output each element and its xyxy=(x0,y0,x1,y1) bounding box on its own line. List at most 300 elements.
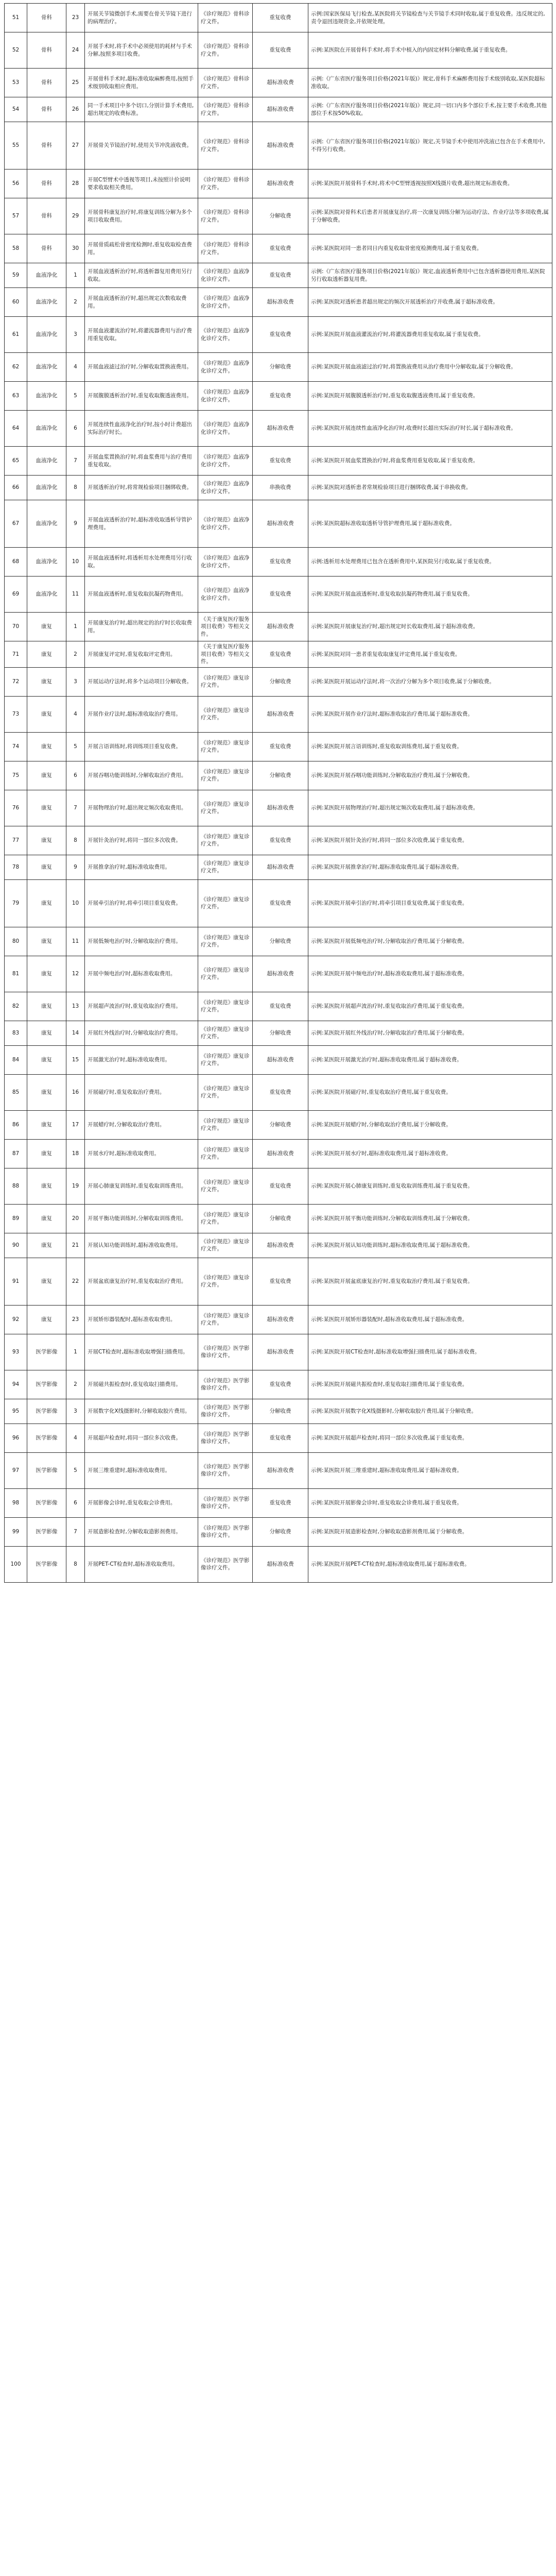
row-number-cell: 88 xyxy=(5,1168,27,1204)
row-number-cell: 97 xyxy=(5,1452,27,1488)
example-detail-cell: 示例:某医院开展磁疗时,重复收取治疗费用,属于重复收费。 xyxy=(308,1074,552,1110)
row-number-cell: 76 xyxy=(5,790,27,826)
category-cell: 血液净化 xyxy=(27,447,66,476)
basis-cell: 《诊疗规范》血液净化诊疗文件。 xyxy=(198,353,253,382)
category-cell: 血液净化 xyxy=(27,288,66,317)
violation-content-cell: 开展血液滤过治疗时,分解收取置换液费用。 xyxy=(85,353,198,382)
row-number-cell: 80 xyxy=(5,927,27,956)
basis-cell: 《诊疗规范》血液净化诊疗文件。 xyxy=(198,317,253,353)
sub-number-cell: 28 xyxy=(66,170,85,198)
violation-content-cell: 开展血液透析时,将透析用水处理费用另行收取。 xyxy=(85,548,198,577)
charge-type-cell: 超标准收费 xyxy=(253,1334,308,1370)
row-number-cell: 77 xyxy=(5,826,27,855)
example-detail-cell: 示例:某医院开展血液滤过治疗时,将置换液费用从治疗费用中分解收取,属于分解收费。 xyxy=(308,353,552,382)
category-cell: 血液净化 xyxy=(27,353,66,382)
table-row xyxy=(5,1370,552,1399)
example-detail-cell: 示例:某医院开展康复治疗时,超出规定时长收取费用,属于超标准收费。 xyxy=(308,613,552,641)
row-number-cell: 56 xyxy=(5,170,27,198)
charge-type-cell: 超标准收费 xyxy=(253,1305,308,1334)
category-cell: 康复 xyxy=(27,1233,66,1258)
charge-type-cell: 重复收费 xyxy=(253,317,308,353)
charge-type-cell: 超标准收费 xyxy=(253,1233,308,1258)
charge-type-cell: 重复收费 xyxy=(253,32,308,69)
charge-type-cell: 超标准收费 xyxy=(253,855,308,879)
sub-number-cell: 9 xyxy=(66,855,85,879)
example-detail-cell: 示例:某医院开展超声波治疗时,重复收取治疗费用,属于重复收费。 xyxy=(308,992,552,1021)
basis-cell: 《诊疗规范》康复诊疗文件。 xyxy=(198,826,253,855)
violation-content-cell: 开展蜡疗时,分解收取治疗费用。 xyxy=(85,1110,198,1139)
table-row xyxy=(5,1110,552,1139)
violation-content-cell: 开展关节镜微创手术,需要在骨关节镜下进行的病理治疗。 xyxy=(85,4,198,32)
sub-number-cell: 25 xyxy=(66,69,85,97)
charge-type-cell: 分解收费 xyxy=(253,353,308,382)
basis-cell: 《诊疗规范》骨科诊疗文件。 xyxy=(198,69,253,97)
sub-number-cell: 17 xyxy=(66,1110,85,1139)
charge-type-cell: 重复收费 xyxy=(253,1074,308,1110)
category-cell: 医学影像 xyxy=(27,1370,66,1399)
violation-content-cell: 开展牵引治疗时,将牵引项目重复收费。 xyxy=(85,879,198,927)
row-number-cell: 65 xyxy=(5,447,27,476)
example-detail-cell: 示例:某医院开展吞咽功能训练时,分解收取治疗费用,属于分解收费。 xyxy=(308,761,552,790)
basis-cell: 《诊疗规范》康复诊疗文件。 xyxy=(198,992,253,1021)
violation-content-cell: 开展针灸治疗时,将同一部位多次收费。 xyxy=(85,826,198,855)
category-cell: 康复 xyxy=(27,956,66,992)
basis-cell: 《诊疗规范》骨科诊疗文件。 xyxy=(198,4,253,32)
violation-content-cell: 开展影像会诊时,重复收取会诊费用。 xyxy=(85,1488,198,1517)
basis-cell: 《诊疗规范》骨科诊疗文件。 xyxy=(198,97,253,122)
basis-cell: 《诊疗规范》康复诊疗文件。 xyxy=(198,1021,253,1045)
row-number-cell: 55 xyxy=(5,122,27,170)
charge-type-cell: 重复收费 xyxy=(253,382,308,411)
table-row xyxy=(5,1488,552,1517)
charge-type-cell: 分解收费 xyxy=(253,927,308,956)
violation-content-cell: 开展血液灌流治疗时,将灌流器费用与治疗费用重复收取。 xyxy=(85,317,198,353)
row-number-cell: 73 xyxy=(5,696,27,732)
category-cell: 血液净化 xyxy=(27,382,66,411)
basis-cell: 《诊疗规范》康复诊疗文件。 xyxy=(198,1305,253,1334)
charge-type-cell: 超标准收费 xyxy=(253,411,308,447)
violation-content-cell: 开展血液透析治疗时,将透析器复用费用另行收取。 xyxy=(85,263,198,288)
charge-type-cell: 重复收费 xyxy=(253,1423,308,1452)
basis-cell: 《关于康复医疗服务项目收费》等相关文件。 xyxy=(198,641,253,668)
violation-content-cell: 开展超声波治疗时,重复收取治疗费用。 xyxy=(85,992,198,1021)
category-cell: 医学影像 xyxy=(27,1452,66,1488)
basis-cell: 《诊疗规范》康复诊疗文件。 xyxy=(198,1168,253,1204)
charge-type-cell: 分解收费 xyxy=(253,761,308,790)
sub-number-cell: 5 xyxy=(66,1452,85,1488)
table-row xyxy=(5,577,552,613)
basis-cell: 《诊疗规范》康复诊疗文件。 xyxy=(198,1045,253,1074)
example-detail-cell: 示例:某医院开展数字化X线摄影时,分解收取胶片费用,属于分解收费。 xyxy=(308,1399,552,1423)
category-cell: 康复 xyxy=(27,1305,66,1334)
basis-cell: 《诊疗规范》康复诊疗文件。 xyxy=(198,879,253,927)
basis-cell: 《诊疗规范》康复诊疗文件。 xyxy=(198,956,253,992)
table-row xyxy=(5,198,552,234)
table-body xyxy=(5,4,552,1583)
table-row xyxy=(5,1334,552,1370)
example-detail-cell: 示例:某医院开展牵引治疗时,将牵引项目重复收费,属于重复收费。 xyxy=(308,879,552,927)
basis-cell: 《关于康复医疗服务项目收费》等相关文件。 xyxy=(198,613,253,641)
table-row xyxy=(5,353,552,382)
category-cell: 骨科 xyxy=(27,170,66,198)
row-number-cell: 92 xyxy=(5,1305,27,1334)
basis-cell: 《诊疗规范》骨科诊疗文件。 xyxy=(198,122,253,170)
sub-number-cell: 10 xyxy=(66,879,85,927)
table-row xyxy=(5,32,552,69)
charge-type-cell: 重复收费 xyxy=(253,548,308,577)
violation-content-cell: 开展认知功能训练时,超标准收取费用。 xyxy=(85,1233,198,1258)
row-number-cell: 84 xyxy=(5,1045,27,1074)
row-number-cell: 51 xyxy=(5,4,27,32)
sub-number-cell: 1 xyxy=(66,263,85,288)
row-number-cell: 70 xyxy=(5,613,27,641)
sub-number-cell: 7 xyxy=(66,1517,85,1546)
sub-number-cell: 8 xyxy=(66,826,85,855)
category-cell: 医学影像 xyxy=(27,1546,66,1582)
basis-cell: 《诊疗规范》血液净化诊疗文件。 xyxy=(198,500,253,548)
category-cell: 康复 xyxy=(27,1021,66,1045)
category-cell: 医学影像 xyxy=(27,1399,66,1423)
charge-type-cell: 分解收费 xyxy=(253,1204,308,1233)
charge-type-cell: 重复收费 xyxy=(253,234,308,263)
table-row xyxy=(5,1139,552,1168)
basis-cell: 《诊疗规范》康复诊疗文件。 xyxy=(198,927,253,956)
violation-content-cell: 开展血液透析治疗时,超出规定次数收取费用。 xyxy=(85,288,198,317)
charge-type-cell: 重复收费 xyxy=(253,992,308,1021)
basis-cell: 《诊疗规范》血液净化诊疗文件。 xyxy=(198,476,253,500)
table-row xyxy=(5,956,552,992)
category-cell: 医学影像 xyxy=(27,1488,66,1517)
basis-cell: 《诊疗规范》康复诊疗文件。 xyxy=(198,790,253,826)
sub-number-cell: 18 xyxy=(66,1139,85,1168)
charge-type-cell: 重复收费 xyxy=(253,879,308,927)
violation-content-cell: 开展C型臂术中透视等项目,未按照计价说明要求收取相关费用。 xyxy=(85,170,198,198)
table-row xyxy=(5,613,552,641)
violation-content-cell: 开展数字化X线摄影时,分解收取胶片费用。 xyxy=(85,1399,198,1423)
table-row xyxy=(5,4,552,32)
table-row xyxy=(5,122,552,170)
example-detail-cell: 示例:某医院对透析患者常规检验项目进行捆绑收费,属于串换收费。 xyxy=(308,476,552,500)
violation-content-cell: 开展PET-CT检查时,超标准收取费用。 xyxy=(85,1546,198,1582)
charge-type-cell: 超标准收费 xyxy=(253,1045,308,1074)
table-row xyxy=(5,667,552,696)
sub-number-cell: 9 xyxy=(66,500,85,548)
example-detail-cell: 示例:某医院开展三维重建时,超标准收取费用,属于超标准收费。 xyxy=(308,1452,552,1488)
row-number-cell: 98 xyxy=(5,1488,27,1517)
example-detail-cell: 示例:某医院开展血液透析时,重复收取抗凝药物费用,属于重复收费。 xyxy=(308,577,552,613)
row-number-cell: 99 xyxy=(5,1517,27,1546)
category-cell: 康复 xyxy=(27,641,66,668)
category-cell: 康复 xyxy=(27,992,66,1021)
category-cell: 医学影像 xyxy=(27,1517,66,1546)
sub-number-cell: 23 xyxy=(66,4,85,32)
basis-cell: 《诊疗规范》骨科诊疗文件。 xyxy=(198,32,253,69)
example-detail-cell: 示例:某医院开展运动疗法时,将一次治疗分解为多个项目收费,属于分解收费。 xyxy=(308,667,552,696)
table-row xyxy=(5,761,552,790)
basis-cell: 《诊疗规范》骨科诊疗文件。 xyxy=(198,198,253,234)
basis-cell: 《诊疗规范》康复诊疗文件。 xyxy=(198,696,253,732)
category-cell: 骨科 xyxy=(27,122,66,170)
example-detail-cell: 示例:某医院开展影像会诊时,重复收取会诊费用,属于重复收费。 xyxy=(308,1488,552,1517)
example-detail-cell: 示例:某医院开展超声检查时,将同一部位多次收费,属于重复收费。 xyxy=(308,1423,552,1452)
basis-cell: 《诊疗规范》医学影像诊疗文件。 xyxy=(198,1546,253,1582)
charge-type-cell: 超标准收费 xyxy=(253,613,308,641)
violation-content-cell: 开展三维重建时,超标准收取费用。 xyxy=(85,1452,198,1488)
row-number-cell: 91 xyxy=(5,1258,27,1305)
example-detail-cell: 示例:某医院开展连续性血液净化治疗时,收费时长超出实际治疗时长,属于超标准收费。 xyxy=(308,411,552,447)
category-cell: 血液净化 xyxy=(27,476,66,500)
example-detail-cell: 示例:某医院对同一患者同日内重复收取骨密度检测费用,属于重复收费。 xyxy=(308,234,552,263)
basis-cell: 《诊疗规范》医学影像诊疗文件。 xyxy=(198,1370,253,1399)
sub-number-cell: 3 xyxy=(66,1399,85,1423)
category-cell: 血液净化 xyxy=(27,411,66,447)
row-number-cell: 67 xyxy=(5,500,27,548)
row-number-cell: 79 xyxy=(5,879,27,927)
basis-cell: 《诊疗规范》医学影像诊疗文件。 xyxy=(198,1452,253,1488)
category-cell: 康复 xyxy=(27,927,66,956)
row-number-cell: 96 xyxy=(5,1423,27,1452)
basis-cell: 《诊疗规范》康复诊疗文件。 xyxy=(198,1139,253,1168)
basis-cell: 《诊疗规范》康复诊疗文件。 xyxy=(198,1258,253,1305)
basis-cell: 《诊疗规范》医学影像诊疗文件。 xyxy=(198,1423,253,1452)
table-row xyxy=(5,992,552,1021)
violation-content-cell: 开展造影检查时,分解收取造影剂费用。 xyxy=(85,1517,198,1546)
sub-number-cell: 4 xyxy=(66,1423,85,1452)
sub-number-cell: 29 xyxy=(66,198,85,234)
violation-content-cell: 开展磁疗时,重复收取治疗费用。 xyxy=(85,1074,198,1110)
charge-type-cell: 超标准收费 xyxy=(253,790,308,826)
charge-type-cell: 超标准收费 xyxy=(253,696,308,732)
example-detail-cell: 示例:某医院开展红外线治疗时,分解收取治疗费用,属于分解收费。 xyxy=(308,1021,552,1045)
violation-content-cell: 开展腹膜透析治疗时,重复收取腹透液费用。 xyxy=(85,382,198,411)
sub-number-cell: 7 xyxy=(66,790,85,826)
example-detail-cell: 示例:某医院开展血浆置换治疗时,将血浆费用重复收取,属于重复收费。 xyxy=(308,447,552,476)
charge-type-cell: 重复收费 xyxy=(253,1168,308,1204)
example-detail-cell: 示例:某医院开展磁共振检查时,重复收取扫描费用,属于重复收费。 xyxy=(308,1370,552,1399)
row-number-cell: 90 xyxy=(5,1233,27,1258)
example-detail-cell: 示例:某医院开展盆底康复治疗时,重复收取治疗费用,属于重复收费。 xyxy=(308,1258,552,1305)
sub-number-cell: 6 xyxy=(66,761,85,790)
charge-type-cell: 超标准收费 xyxy=(253,170,308,198)
basis-cell: 《诊疗规范》医学影像诊疗文件。 xyxy=(198,1399,253,1423)
charge-type-cell: 重复收费 xyxy=(253,4,308,32)
table-row xyxy=(5,447,552,476)
example-detail-cell: 示例:某医院开展PET-CT检查时,超标准收取费用,属于超标准收费。 xyxy=(308,1546,552,1582)
violation-content-cell: 开展盆底康复治疗时,重复收取治疗费用。 xyxy=(85,1258,198,1305)
row-number-cell: 72 xyxy=(5,667,27,696)
table-row xyxy=(5,641,552,668)
charge-type-cell: 重复收费 xyxy=(253,826,308,855)
category-cell: 康复 xyxy=(27,1168,66,1204)
category-cell: 康复 xyxy=(27,696,66,732)
violation-content-cell: 开展骨质疏松骨密度检测时,重复收取检查费用。 xyxy=(85,234,198,263)
category-cell: 康复 xyxy=(27,732,66,761)
row-number-cell: 64 xyxy=(5,411,27,447)
category-cell: 骨科 xyxy=(27,234,66,263)
example-detail-cell: 示例:某医院开展中频电治疗时,超标准收取费用,属于超标准收费。 xyxy=(308,956,552,992)
charge-type-cell: 分解收费 xyxy=(253,1021,308,1045)
basis-cell: 《诊疗规范》医学影像诊疗文件。 xyxy=(198,1334,253,1370)
sub-number-cell: 22 xyxy=(66,1258,85,1305)
sub-number-cell: 20 xyxy=(66,1204,85,1233)
violation-content-cell: 开展吞咽功能训练时,分解收取治疗费用。 xyxy=(85,761,198,790)
table-row xyxy=(5,1546,552,1582)
sub-number-cell: 4 xyxy=(66,696,85,732)
example-detail-cell: 示例:《广东省医疗服务项目价格(2021年版)》规定,同一切口内多个部位手术,按主要手术收费,其他部位手术按50%收取。 xyxy=(308,97,552,122)
example-detail-cell: 示例:透析用水处理费用已包含在透析费用中,某医院另行收取,属于重复收费。 xyxy=(308,548,552,577)
charge-type-cell: 超标准收费 xyxy=(253,956,308,992)
example-detail-cell: 示例:某医院开展低频电治疗时,分解收取治疗费用,属于分解收费。 xyxy=(308,927,552,956)
table-row xyxy=(5,1452,552,1488)
table-row xyxy=(5,548,552,577)
basis-cell: 《诊疗规范》血液净化诊疗文件。 xyxy=(198,577,253,613)
charge-type-cell: 超标准收费 xyxy=(253,122,308,170)
table-row xyxy=(5,1204,552,1233)
charge-type-cell: 超标准收费 xyxy=(253,1139,308,1168)
category-cell: 康复 xyxy=(27,790,66,826)
sub-number-cell: 2 xyxy=(66,288,85,317)
table-row xyxy=(5,411,552,447)
sub-number-cell: 12 xyxy=(66,956,85,992)
violation-content-cell: 开展低频电治疗时,分解收取治疗费用。 xyxy=(85,927,198,956)
sub-number-cell: 8 xyxy=(66,476,85,500)
category-cell: 骨科 xyxy=(27,4,66,32)
charge-type-cell: 分解收费 xyxy=(253,1110,308,1139)
category-cell: 骨科 xyxy=(27,32,66,69)
example-detail-cell: 示例:某医院开展骨科手术时,将术中C型臂透视按照X线摄片收费,超出规定标准收费。 xyxy=(308,170,552,198)
sub-number-cell: 5 xyxy=(66,732,85,761)
charge-type-cell: 超标准收费 xyxy=(253,500,308,548)
category-cell: 血液净化 xyxy=(27,317,66,353)
sub-number-cell: 11 xyxy=(66,927,85,956)
charge-type-cell: 重复收费 xyxy=(253,263,308,288)
example-detail-cell: 示例:某医院开展矫形器装配时,超标准收取费用,属于超标准收费。 xyxy=(308,1305,552,1334)
category-cell: 康复 xyxy=(27,1139,66,1168)
violation-content-cell: 开展康复评定时,重复收取评定费用。 xyxy=(85,641,198,668)
category-cell: 康复 xyxy=(27,613,66,641)
regulation-table xyxy=(4,3,552,1583)
sub-number-cell: 14 xyxy=(66,1021,85,1045)
violation-content-cell: 开展言语训练时,将训练项目重复收费。 xyxy=(85,732,198,761)
category-cell: 康复 xyxy=(27,761,66,790)
example-detail-cell: 示例:某医院开展造影检查时,分解收取造影剂费用,属于分解收费。 xyxy=(308,1517,552,1546)
row-number-cell: 61 xyxy=(5,317,27,353)
row-number-cell: 53 xyxy=(5,69,27,97)
row-number-cell: 69 xyxy=(5,577,27,613)
violation-content-cell: 开展超声检查时,将同一部位多次收费。 xyxy=(85,1423,198,1452)
row-number-cell: 85 xyxy=(5,1074,27,1110)
row-number-cell: 58 xyxy=(5,234,27,263)
sub-number-cell: 30 xyxy=(66,234,85,263)
charge-type-cell: 分解收费 xyxy=(253,1517,308,1546)
category-cell: 骨科 xyxy=(27,198,66,234)
violation-content-cell: 开展骨科手术时,超标准收取麻醉费用,按照手术级别收取相应费用。 xyxy=(85,69,198,97)
table-row xyxy=(5,826,552,855)
table-row xyxy=(5,1233,552,1258)
example-detail-cell: 示例:某医院开展认知功能训练时,超标准收取费用,属于超标准收费。 xyxy=(308,1233,552,1258)
row-number-cell: 63 xyxy=(5,382,27,411)
sub-number-cell: 1 xyxy=(66,613,85,641)
basis-cell: 《诊疗规范》康复诊疗文件。 xyxy=(198,761,253,790)
violation-content-cell: 开展中频电治疗时,超标准收取费用。 xyxy=(85,956,198,992)
category-cell: 康复 xyxy=(27,826,66,855)
charge-type-cell: 分解收费 xyxy=(253,1399,308,1423)
charge-type-cell: 重复收费 xyxy=(253,447,308,476)
table-row xyxy=(5,500,552,548)
sub-number-cell: 16 xyxy=(66,1074,85,1110)
basis-cell: 《诊疗规范》骨科诊疗文件。 xyxy=(198,170,253,198)
violation-content-cell: 开展激光治疗时,超标准收取费用。 xyxy=(85,1045,198,1074)
example-detail-cell: 示例:某医院开展CT检查时,超标准收取增强扫描费用,属于超标准收费。 xyxy=(308,1334,552,1370)
row-number-cell: 74 xyxy=(5,732,27,761)
sub-number-cell: 24 xyxy=(66,32,85,69)
table-row xyxy=(5,317,552,353)
example-detail-cell: 示例:某医院在开展骨科手术时,将手术中植入的内固定材料分解收费,属于重复收费。 xyxy=(308,32,552,69)
violation-content-cell: 开展平衡功能训练时,分解收取训练费用。 xyxy=(85,1204,198,1233)
violation-content-cell: 开展红外线治疗时,分解收取治疗费用。 xyxy=(85,1021,198,1045)
row-number-cell: 86 xyxy=(5,1110,27,1139)
example-detail-cell: 示例:某医院开展推拿治疗时,超标准收取费用,属于超标准收费。 xyxy=(308,855,552,879)
basis-cell: 《诊疗规范》骨科诊疗文件。 xyxy=(198,234,253,263)
sub-number-cell: 6 xyxy=(66,411,85,447)
example-detail-cell: 示例:某医院开展激光治疗时,超标准收取费用,属于超标准收费。 xyxy=(308,1045,552,1074)
charge-type-cell: 分解收费 xyxy=(253,198,308,234)
table-row xyxy=(5,790,552,826)
row-number-cell: 66 xyxy=(5,476,27,500)
table-row xyxy=(5,1399,552,1423)
basis-cell: 《诊疗规范》康复诊疗文件。 xyxy=(198,1233,253,1258)
table-row xyxy=(5,476,552,500)
violation-content-cell: 同一手术项目中多个切口,分别计算手术费用,超出规定的收费标准。 xyxy=(85,97,198,122)
table-row xyxy=(5,927,552,956)
row-number-cell: 82 xyxy=(5,992,27,1021)
example-detail-cell: 示例:《广东省医疗服务项目价格(2021年版)》规定,骨科手术麻醉费用按手术级别收取,某医院超标准收取。 xyxy=(308,69,552,97)
row-number-cell: 62 xyxy=(5,353,27,382)
table-row xyxy=(5,1517,552,1546)
table-row xyxy=(5,234,552,263)
row-number-cell: 87 xyxy=(5,1139,27,1168)
row-number-cell: 94 xyxy=(5,1370,27,1399)
violation-content-cell: 开展手术时,将手术中必须使用的耗材与手术分解,按照多项目收费。 xyxy=(85,32,198,69)
category-cell: 康复 xyxy=(27,1045,66,1074)
table-row xyxy=(5,1305,552,1334)
violation-content-cell: 开展运动疗法时,将多个运动项目分解收费。 xyxy=(85,667,198,696)
example-detail-cell: 示例:某医院开展血液灌流治疗时,将灌流器费用重复收取,属于重复收费。 xyxy=(308,317,552,353)
table-row xyxy=(5,732,552,761)
charge-type-cell: 重复收费 xyxy=(253,1370,308,1399)
basis-cell: 《诊疗规范》血液净化诊疗文件。 xyxy=(198,288,253,317)
category-cell: 康复 xyxy=(27,1258,66,1305)
table-row xyxy=(5,382,552,411)
charge-type-cell: 重复收费 xyxy=(253,577,308,613)
violation-content-cell: 开展血液透析时,重复收取抗凝药物费用。 xyxy=(85,577,198,613)
violation-content-cell: 开展心肺康复训练时,重复收取训练费用。 xyxy=(85,1168,198,1204)
basis-cell: 《诊疗规范》康复诊疗文件。 xyxy=(198,732,253,761)
sub-number-cell: 21 xyxy=(66,1233,85,1258)
row-number-cell: 89 xyxy=(5,1204,27,1233)
row-number-cell: 93 xyxy=(5,1334,27,1370)
sub-number-cell: 26 xyxy=(66,97,85,122)
charge-type-cell: 超标准收费 xyxy=(253,1546,308,1582)
table-row xyxy=(5,1423,552,1452)
row-number-cell: 78 xyxy=(5,855,27,879)
row-number-cell: 95 xyxy=(5,1399,27,1423)
table-row xyxy=(5,1021,552,1045)
basis-cell: 《诊疗规范》康复诊疗文件。 xyxy=(198,855,253,879)
category-cell: 康复 xyxy=(27,1074,66,1110)
sub-number-cell: 3 xyxy=(66,317,85,353)
example-detail-cell: 示例:某医院开展平衡功能训练时,分解收取训练费用,属于分解收费。 xyxy=(308,1204,552,1233)
